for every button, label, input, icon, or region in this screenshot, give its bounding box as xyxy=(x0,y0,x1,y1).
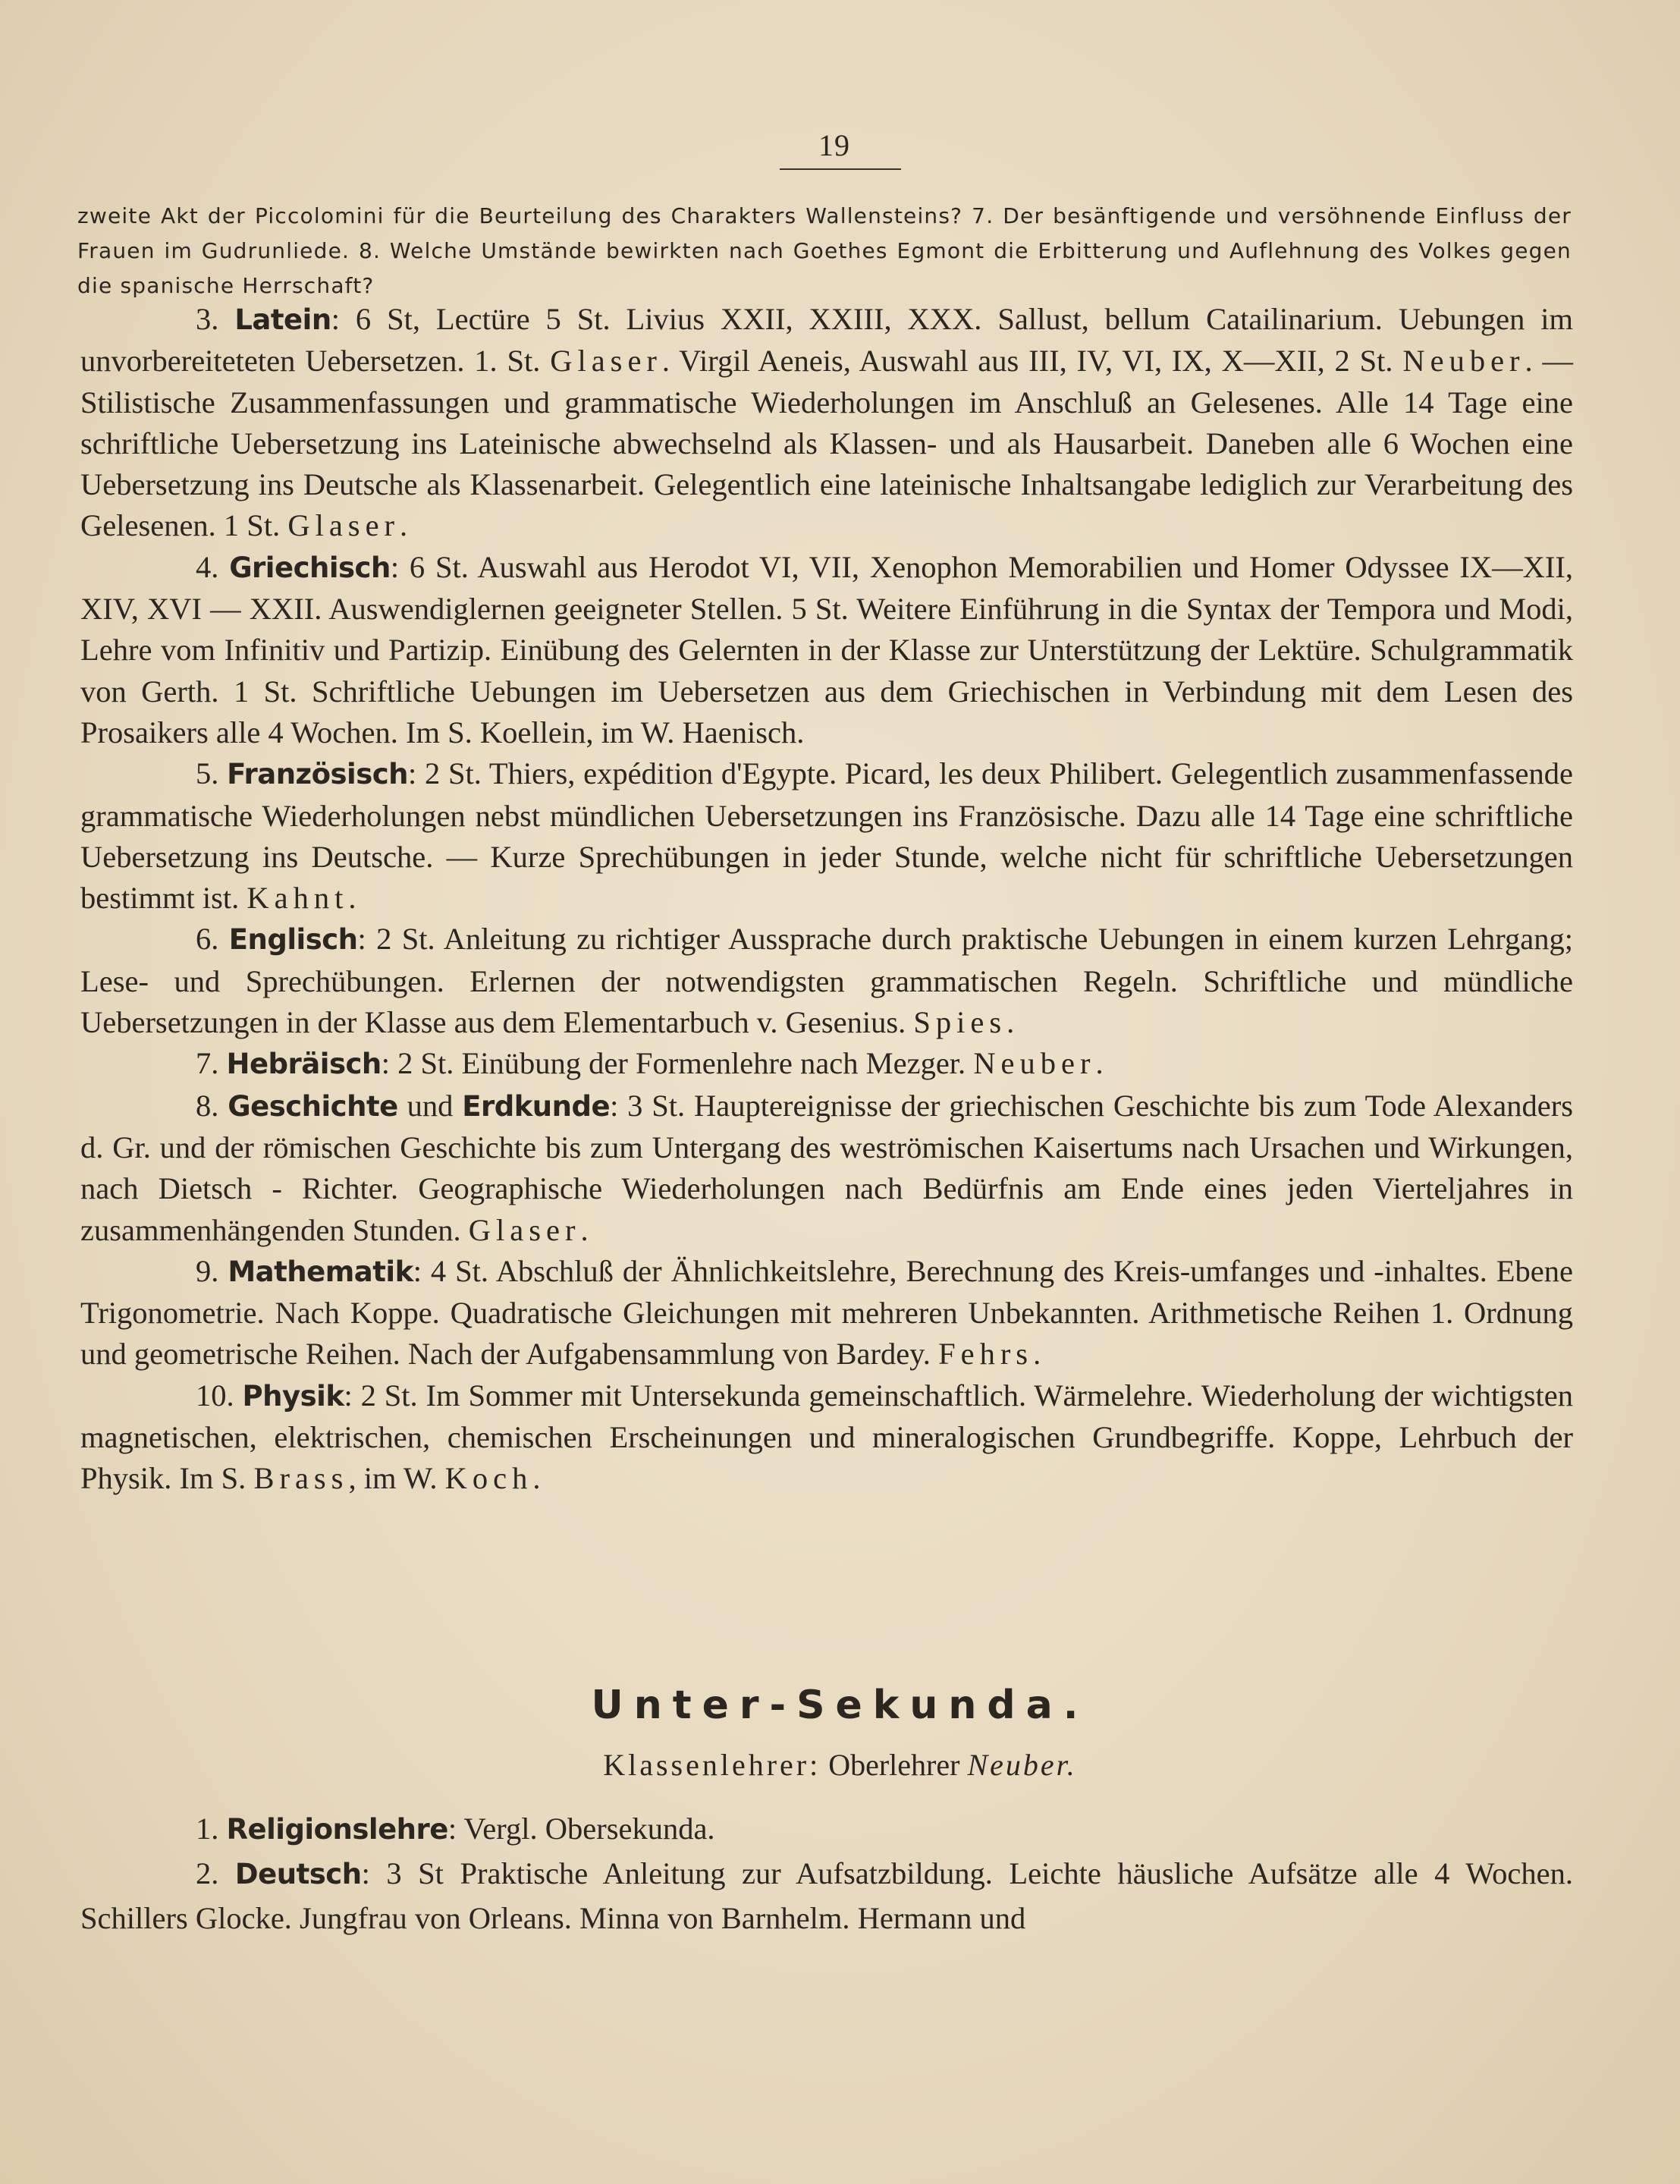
teacher-name: Brass xyxy=(253,1461,349,1496)
subject-number: 2. xyxy=(196,1856,219,1890)
subject-number: 5. xyxy=(196,756,219,791)
teacher-name: Koch xyxy=(444,1461,533,1496)
section-heading: Unter-Sekunda. xyxy=(591,1683,1089,1728)
teacher-name: Glaser xyxy=(468,1212,581,1247)
carryover-text: zweite Akt der Piccolomini für die Beurteilung des Charakters Wallensteins? 7. Der besänftigende und versöhnende Einfluss der Frauen im Gudrunliede. 8. Welche Umstände bewirkten nach Goethes Egmont die Erbitterung und Auflehnung des Volkes gegen die spanische Herrschaft? xyxy=(77,203,1572,298)
subject-name: Hebräisch xyxy=(226,1048,382,1081)
teacher-name: Glaser xyxy=(550,344,662,379)
lower-subject-list xyxy=(80,1807,1573,1940)
subject-number: 1. xyxy=(196,1812,219,1846)
subject-text: : Vergl. Obersekunda. xyxy=(447,1812,715,1846)
subject-text: . xyxy=(348,881,356,916)
subject-paragraph xyxy=(80,1807,1573,1852)
teacher-name: Spies xyxy=(913,1005,1007,1040)
subject-text: : 2 St. Thiers, expédition d'Egypte. Picard, les deux Philibert. Gelegentlich zusammenfassende grammatische Wiederholungen nebst mündlichen Uebersetzungen ins Französische. Dazu alle 14 Tage eine schriftliche Uebersetzung ins Deutsche. — Kurze Sprechübungen in jeder Stunde, welche nicht für schriftliche Uebersetzungen bestimmt ist. xyxy=(80,756,1573,916)
subject-number: 4. xyxy=(196,549,219,584)
subject-name: Erdkunde xyxy=(462,1089,611,1123)
subject-number: 9. xyxy=(196,1253,219,1288)
teacher-name: Neuber xyxy=(1402,344,1525,379)
subject-text: : 2 St. Einübung der Formenlehre nach Mezger. xyxy=(381,1046,974,1081)
subject-text: , im W. xyxy=(348,1461,445,1496)
subject-paragraph xyxy=(80,919,1573,1043)
class-teacher-label: Klassenlehrer: xyxy=(603,1748,821,1782)
subject-text: : 2 St. Im Sommer mit Untersekunda gemeinschaftlich. Wärmelehre. Wiederholung der wichtigsten magnetischen, elektrischen, chemischen Erscheinungen und mineralogischen Grundbegriffe. Koppe, Lehrbuch der Physik. Im S. xyxy=(80,1378,1574,1496)
subject-text: : 3 St. Hauptereignisse der griechischen Geschichte bis zum Tode Alexanders d. Gr. und der römischen Geschichte bis zum Untergang des weströmischen Kaisertums nach Ursachen und Wirkungen, nach Dietsch - Richter. Geographische Wiederholungen nach Bedürfnis am Ende eines jeden Vierteljahres in zusammenhängenden Stunden. xyxy=(80,1088,1574,1247)
page-number: 19 xyxy=(818,128,850,162)
subject-number: 7. xyxy=(196,1046,219,1081)
subject-paragraph xyxy=(80,753,1573,919)
subject-name: Französisch xyxy=(227,758,409,791)
subject-name: Geschichte xyxy=(228,1089,398,1123)
subject-name-joiner: und xyxy=(397,1088,463,1123)
subject-name: Latein xyxy=(234,303,331,336)
teacher-name: Kahnt xyxy=(247,881,349,916)
subject-text: : 6 St. Auswahl aus Herodot VI, VII, Xenophon Memorabilien und Homer Odyssee IX—XII, XIV, XVI — XXII. Auswendiglernen geeigneter Stellen. 5 St. Weitere Einführung in die Syntax der Tempora und Modi, Lehre vom Infinitiv und Partizip. Einübung des Gelernten in der Klasse zur Unterstützung der Lektüre. Schulgrammatik von Gerth. 1 St. Schriftliche Uebungen im Uebersetzen aus dem Griechischen in Verbindung mit dem Lesen des Prosaikers alle 4 Wochen. Im S. Koellein, im W. Haenisch. xyxy=(80,549,1574,749)
subject-paragraph xyxy=(80,299,1573,547)
subject-paragraph xyxy=(80,1375,1573,1500)
subject-paragraph xyxy=(80,547,1573,753)
subject-name: Physik xyxy=(242,1379,344,1413)
subject-text: . — Stilistische Zusammenfassungen und grammatische Wiederholungen im Anschluß an Gelesenes. Alle 14 Tage eine schriftliche Uebersetzung ins Lateinische abwechselnd als Klassen- und als Hausarbeit. Daneben alle 6 Wochen eine Uebersetzung ins Deutsche als Klassenarbeit. Gelegentlich eine lateinische Inhaltsangabe lediglich zur Verarbeitung des Gelesenen. 1 St. xyxy=(80,344,1573,543)
subject-name: Deutsch xyxy=(234,1858,362,1890)
subject-number: 6. xyxy=(196,922,219,957)
subject-text: . xyxy=(1033,1337,1041,1372)
page-number-rule xyxy=(780,168,901,170)
subject-list xyxy=(80,299,1573,1500)
subject-paragraph xyxy=(80,1043,1573,1085)
teacher-name: Fehrs xyxy=(938,1337,1034,1372)
subject-text: . xyxy=(400,508,408,543)
class-teacher-rank: Oberlehrer xyxy=(828,1748,960,1782)
class-teacher-line xyxy=(0,1747,1680,1783)
carryover-questions xyxy=(77,199,1572,303)
teacher-name: Glaser xyxy=(287,508,400,543)
subject-text: . Virgil Aeneis, Auswahl aus III, IV, VI, IX, X—XII, 2 St. xyxy=(661,344,1403,379)
subject-paragraph xyxy=(80,1086,1573,1251)
subject-paragraph xyxy=(80,1852,1573,1940)
subject-text: : 6 St, Lectüre 5 St. Livius XXII, XXIII, XXX. Sallust, bellum Catailinarium. Uebungen im unvorbereiteteten Uebersetzen. 1. St. xyxy=(80,302,1574,379)
subject-paragraph xyxy=(80,1251,1573,1375)
subject-text: . xyxy=(1095,1046,1104,1081)
subject-name: Griechisch xyxy=(229,551,391,584)
teacher-name: Neuber xyxy=(973,1046,1096,1081)
class-teacher-name: Neuber. xyxy=(967,1748,1077,1782)
subject-text: : 2 St. Anleitung zu richtiger Aussprache durch praktische Uebungen in einem kurzen Lehrgang; Lese- und Sprechübungen. Erlernen der notwendigsten grammatischen Regeln. Schriftliche und mündliche Uebersetzungen in der Klasse aus dem Elementarbuch v. Gesenius. xyxy=(80,922,1573,1040)
subject-text: : 3 St Praktische Anleitung zur Aufsatzbildung. Leichte häusliche Aufsätze alle 4 Wochen. Schillers Glocke. Jungfrau von Orleans. Minna von Barnhelm. Hermann und xyxy=(80,1856,1573,1935)
subject-text: : 4 St. Abschluß der Ähnlichkeitslehre, Berechnung des Kreis-umfanges und -inhaltes. Ebene Trigonometrie. Nach Koppe. Quadratische Gleichungen mit mehreren Unbekannten. Arithmetische Reihen 1. Ordnung und geometrische Reihen. Nach der Aufgabensammlung von Bardey. xyxy=(80,1253,1573,1372)
subject-name: Religionslehre xyxy=(226,1813,448,1846)
subject-name: Englisch xyxy=(228,923,358,957)
subject-name: Mathematik xyxy=(228,1255,413,1288)
subject-text: . xyxy=(1006,1005,1015,1040)
subject-text: . xyxy=(532,1461,541,1496)
subject-text: . xyxy=(580,1212,589,1247)
subject-number: 3. xyxy=(196,302,219,336)
subject-number: 8. xyxy=(196,1088,219,1123)
subject-number: 10. xyxy=(196,1378,234,1413)
